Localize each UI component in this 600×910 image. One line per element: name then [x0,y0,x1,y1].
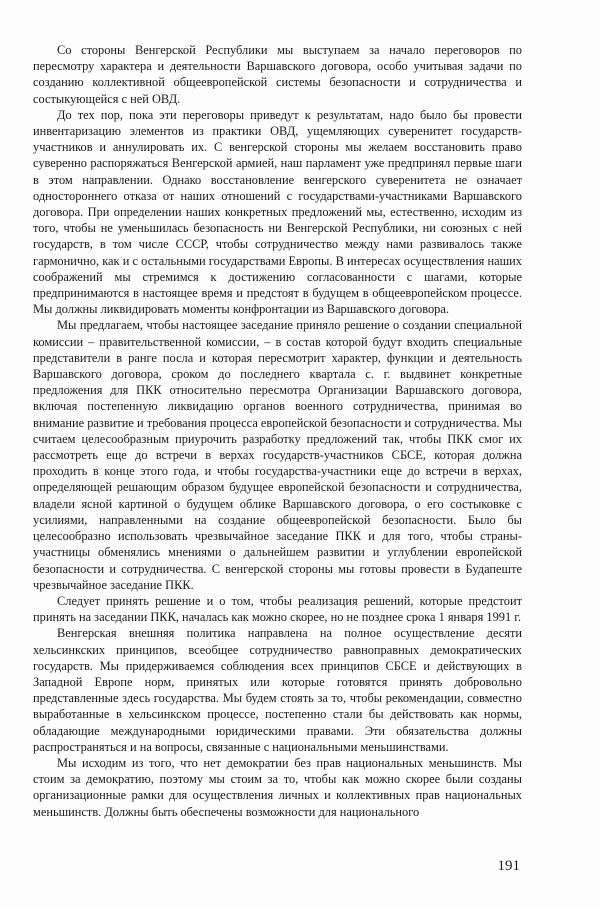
paragraph: Следует принять решение и о том, чтобы реализация решений, которые предстоит принять на заседании ПКК, началась как можно скорее, но не позднее срока 1 января 1991 г. [33,593,522,625]
page-number: 191 [497,858,520,874]
paragraph: Мы исходим из того, что нет демократии без прав национальных меньшинств. Мы стоим за демократию, поэтому мы стоим за то, чтобы как можно скорее были созданы организационные рамки для осуществления личных и коллективных прав национальных меньшинств. Должны быть обеспечены возможности для национального [33,755,522,819]
paragraph: Мы предлагаем, чтобы настоящее заседание приняло решение о создании специальной комиссии – правительственной комиссии, – в состав которой будут входить специальные представители в ранге посла и которая пересмотрит характер, функции и деятельность Варшавского договора, сроком до последнего квартала с. г. выдвинет конкретные предложения для ПКК относительно пересмотра Организации Варшавского договора, включая постепенную ликвидацию органов военного сотрудничества, принимая во внимание развитие и требования процесса европейской безопасности и сотрудничества. Мы считаем целесообразным приурочить разработку предложений так, чтобы ПКК смог их рассмотреть еще до встречи в верхах государств-участников СБСЕ, которая должна проходить в конце этого года, и чтобы государства-участники еще до встречи в верхах, определяющей решающим образом будущее европейской безопасности и сотрудничества, владели ясной картиной о будущем облике Варшавского договора, о его состыковке с усилиями, направленными на создание общеевропейской безопасности. Было бы целесообразно использовать чрезвычайное заседание ПКК и для того, чтобы страны-участницы обменялись мнениями о дальнейшем развитии и углублении европейской безопасности и сотрудничества. С венгерской стороны мы готовы провести в Будапеште чрезвычайное заседание ПКК. [33,318,522,592]
body-text [33,42,522,820]
paragraph: Венгерская внешняя политика направлена на полное осуществление десяти хельсинкских принципов, всеобщее сотрудничество равноправных демократических государств. Мы придерживаемся соблюдения всех принципов СБСЕ и действующих в Западной Европе норм, принятых или которые готовятся принять добровольно представленные здесь государства. Мы будем стоять за то, чтобы рекомендации, совместно выработанные в хельсинкском процессе, постепенно стали бы действовать как нормы, обладающие международными юридическими правами. Эти обязательства должны распространяться и на вопросы, связанные с национальными меньшинствами. [33,626,522,754]
paragraph: Со стороны Венгерской Республики мы выступаем за начало переговоров по пересмотру характера и деятельности Варшавского договора, особо учитывая задачи по созданию коллективной общеевропейской системы безопасности и сотрудничества и состыкующейся с ней ОВД. [33,43,522,106]
paragraph: До тех пор, пока эти переговоры приведут к результатам, надо было бы провести инвентаризацию элементов из практики ОВД, ущемляющих суверенитет государств-участников и аннулировать их. С венгерской стороны мы желаем восстановить право суверенно распоряжаться Венгерской армией, наш парламент уже предпринял первые шаги в этом направлении. Однако восстановление венгерского суверенитета не означает одностороннего отказа от наших отношений с государствами-участниками Варшавского договора. При определении наших конкретных предложений мы, естественно, исходим из того, чтобы не уменьшилась безопасность ни Венгерской Республики, ни союзных с ней государств, в том числе СССР, чтобы сотрудничество между нами развивалось также гармонично, как и с остальными государствами Европы. В интересах осуществления наших соображений мы стремимся к достижению согласованности с шагами, которые предпринимаются в настоящее время и предстоят в будущем в общеевропейском процессе. Мы должны ликвидировать моменты конфронтации из Варшавского договора. [33,107,522,317]
